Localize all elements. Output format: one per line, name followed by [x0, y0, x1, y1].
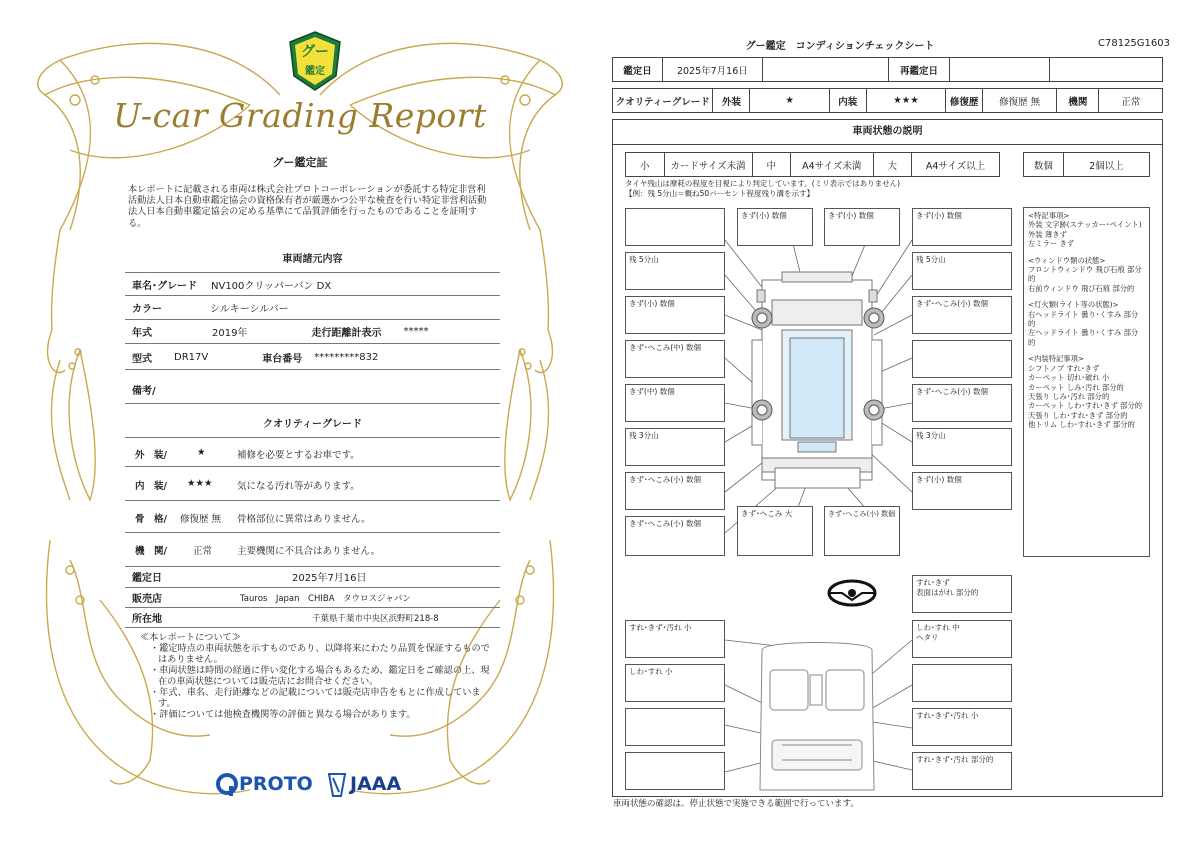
- condition-box-left-3: きず･へこみ(中) 数個: [625, 340, 725, 378]
- spec-row-color: カラー シルキーシルバー: [125, 296, 500, 320]
- condition-box-top-3: きず(小) 数個: [824, 208, 900, 246]
- condition-box-interior-7: [625, 752, 725, 790]
- notes-group: <特記事項> 外装 文字跡(ステッカー･ペイント) 外装 薄きず 左ミラー きず: [1028, 211, 1142, 249]
- spec-row-year: 年式 2019年 走行距離計表示 *****: [125, 320, 500, 344]
- svg-text:グー: グー: [301, 44, 329, 60]
- appraisal-date-row: 鑑定日 2025年7月16日: [125, 566, 500, 588]
- footer-note: 車両状態の確認は、停止状態で実施できる範囲で行っています。: [613, 799, 859, 809]
- check-sheet-title: グー鑑定 コンディションチェックシート: [745, 41, 935, 52]
- condition-box-right-5: 残 3分山: [912, 428, 1012, 466]
- quality-grade-table: クオリティーグレード 外装 ★ 内装 ★★★ 修復歴 修復歴 無 機関 正常: [612, 88, 1163, 113]
- condition-box-left-6: きず･へこみ(小) 数個: [625, 472, 725, 510]
- condition-box-right-2: きず･へこみ(小) 数個: [912, 296, 1012, 334]
- condition-box-bottom-3: きず･へこみ(小) 数個: [824, 506, 900, 556]
- grade-row-engine: 機 関/ 正常 主要機関に不具合はありません。: [125, 533, 500, 567]
- steering-wheel-icon: [829, 581, 875, 605]
- grade-row-interior: 内 装/ ★★★ 気になる汚れ等があります。: [125, 467, 500, 501]
- report-notes: ≪本レポートについて≫ ・鑑定時点の車両状態を示すものであり、以降将来にわたり品質を保証するものではありません。 ・車両状態は時間の経過に伴い変化する場合もあるため、鑑定日をご確認の上、現在の車両状態については販売店にお問合せください。 ・年式、車名、走行距離などの記載については販売店申告をもとに作成しています。 ・評価については他検査機関等の評価と異なる場合があります。: [140, 632, 490, 720]
- condition-box-right-6: きず(小) 数個: [912, 472, 1012, 510]
- jaaa-logo-text: JAAA: [350, 773, 402, 795]
- shop-row: 販売店 Tauros Japan CHIBA タウロスジャパン: [125, 588, 500, 608]
- spec-row-car-name: 車名･グレード NV100クリッパーバン DX: [125, 272, 500, 296]
- count-legend-table: 数個 2個以上: [1023, 152, 1150, 177]
- jaaa-logo-icon: [327, 772, 347, 798]
- condition-box-interior-1: すれ･きず･汚れ 小: [625, 620, 725, 658]
- condition-box-interior-4: [912, 664, 1012, 702]
- grade-row-frame: 骨 格/ 修復歴 無 骨格部位に異常はありません。: [125, 501, 500, 533]
- appraisal-date-table: 鑑定日 2025年7月16日 再鑑定日: [612, 57, 1163, 82]
- vehicle-condition-title: 車両状態の説明: [612, 119, 1163, 145]
- condition-box-top-4: きず(小) 数個: [912, 208, 1012, 246]
- grade-section-title: クオリティーグレード: [263, 419, 362, 430]
- goo-appraisal-badge: [286, 30, 344, 92]
- condition-box-steering: すれ･きず 表面はがれ 部分的: [912, 575, 1012, 613]
- spec-row-remarks: 備考/: [125, 376, 500, 404]
- condition-box-right-4: きず･へこみ(小) 数個: [912, 384, 1012, 422]
- condition-box-left-1: 残 5分山: [625, 252, 725, 290]
- document-code: C78125G1603: [1098, 38, 1170, 49]
- address-row: 所在地 千葉県千葉市中央区浜野町218-8: [125, 608, 500, 628]
- spec-section-title: 車両諸元内容: [282, 254, 343, 265]
- condition-box-left-5: 残 3分山: [625, 428, 725, 466]
- certificate-text: 本レポートに記載される車両は株式会社プロトコーポレーションが委託する特定非営利活動法人日本自動車鑑定協会の資格保有者が厳選かつ公平な検査を行い特定非営利活動法人日本自動車鑑定協会の定める基準にて品質評価を行ったものであることを証明する。: [128, 184, 487, 229]
- condition-box-interior-2: しわ･すれ 中 ヘタリ: [912, 620, 1012, 658]
- condition-box-right-3: [912, 340, 1012, 378]
- condition-box-left-4: きず(中) 数個: [625, 384, 725, 422]
- grade-row-exterior: 外 装/ ★ 補修を必要とするお車です。: [125, 437, 500, 467]
- condition-box-left-7: きず･へこみ(小) 数個: [625, 516, 725, 556]
- certificate-title: グー鑑定証: [272, 156, 328, 169]
- condition-box-interior-6: すれ･きず･汚れ 小: [912, 708, 1012, 746]
- condition-box-top-1: [625, 208, 725, 246]
- size-legend-table: 小 カードサイズ未満 中 A4サイズ未満 大 A4サイズ以上: [625, 152, 1000, 177]
- condition-box-top-2: きず(小) 数個: [737, 208, 813, 246]
- special-notes-panel: [1023, 207, 1150, 557]
- notes-group: <灯火類(ライト等の状態)> 右ヘッドライト 曇り･くすみ 部分的 左ヘッドライト 曇り･くすみ 部分的: [1028, 300, 1139, 347]
- condition-box-interior-3: しわ･すれ 小: [625, 664, 725, 702]
- report-title: U-car Grading Report: [113, 96, 487, 135]
- condition-box-right-1: 残 5分山: [912, 252, 1012, 290]
- proto-logo-icon: [215, 772, 239, 798]
- proto-logo-text: PROTO: [239, 773, 313, 795]
- condition-box-bottom-2: きず･へこみ 大: [737, 506, 813, 556]
- condition-box-interior-5: [625, 708, 725, 746]
- condition-box-interior-8: すれ･きず･汚れ 部分的: [912, 752, 1012, 790]
- condition-box-left-2: きず(小) 数個: [625, 296, 725, 334]
- svg-text:鑑定: 鑑定: [305, 66, 325, 77]
- spec-row-model: 型式 DR17V 車台番号 *********832: [125, 346, 500, 370]
- notes-group: <内装特記事項> シフトノブ すれ･きず カーペット 切れ･破れ 小 カーペット しみ･汚れ 部分的 天張り しみ･汚れ 部分的 カーペット しわ･すれ･きず 部分的 天張り しわ･すれ･きず 部分的 他トリム しわ･すれ･きず 部分的: [1028, 354, 1143, 430]
- tire-note: タイヤ残山は摩耗の程度を目視により判定しています。(ミリ表示ではありません) 【例：残 5分山＝概ね50パーセント程度残り溝を示す】: [625, 179, 901, 198]
- footer-logos: [215, 768, 415, 802]
- notes-group: <ウィンドウ類の状態> フロントウィンドウ 飛び石痕 部分的 右前ウィンドウ 飛び石痕 部分的: [1028, 255, 1142, 293]
